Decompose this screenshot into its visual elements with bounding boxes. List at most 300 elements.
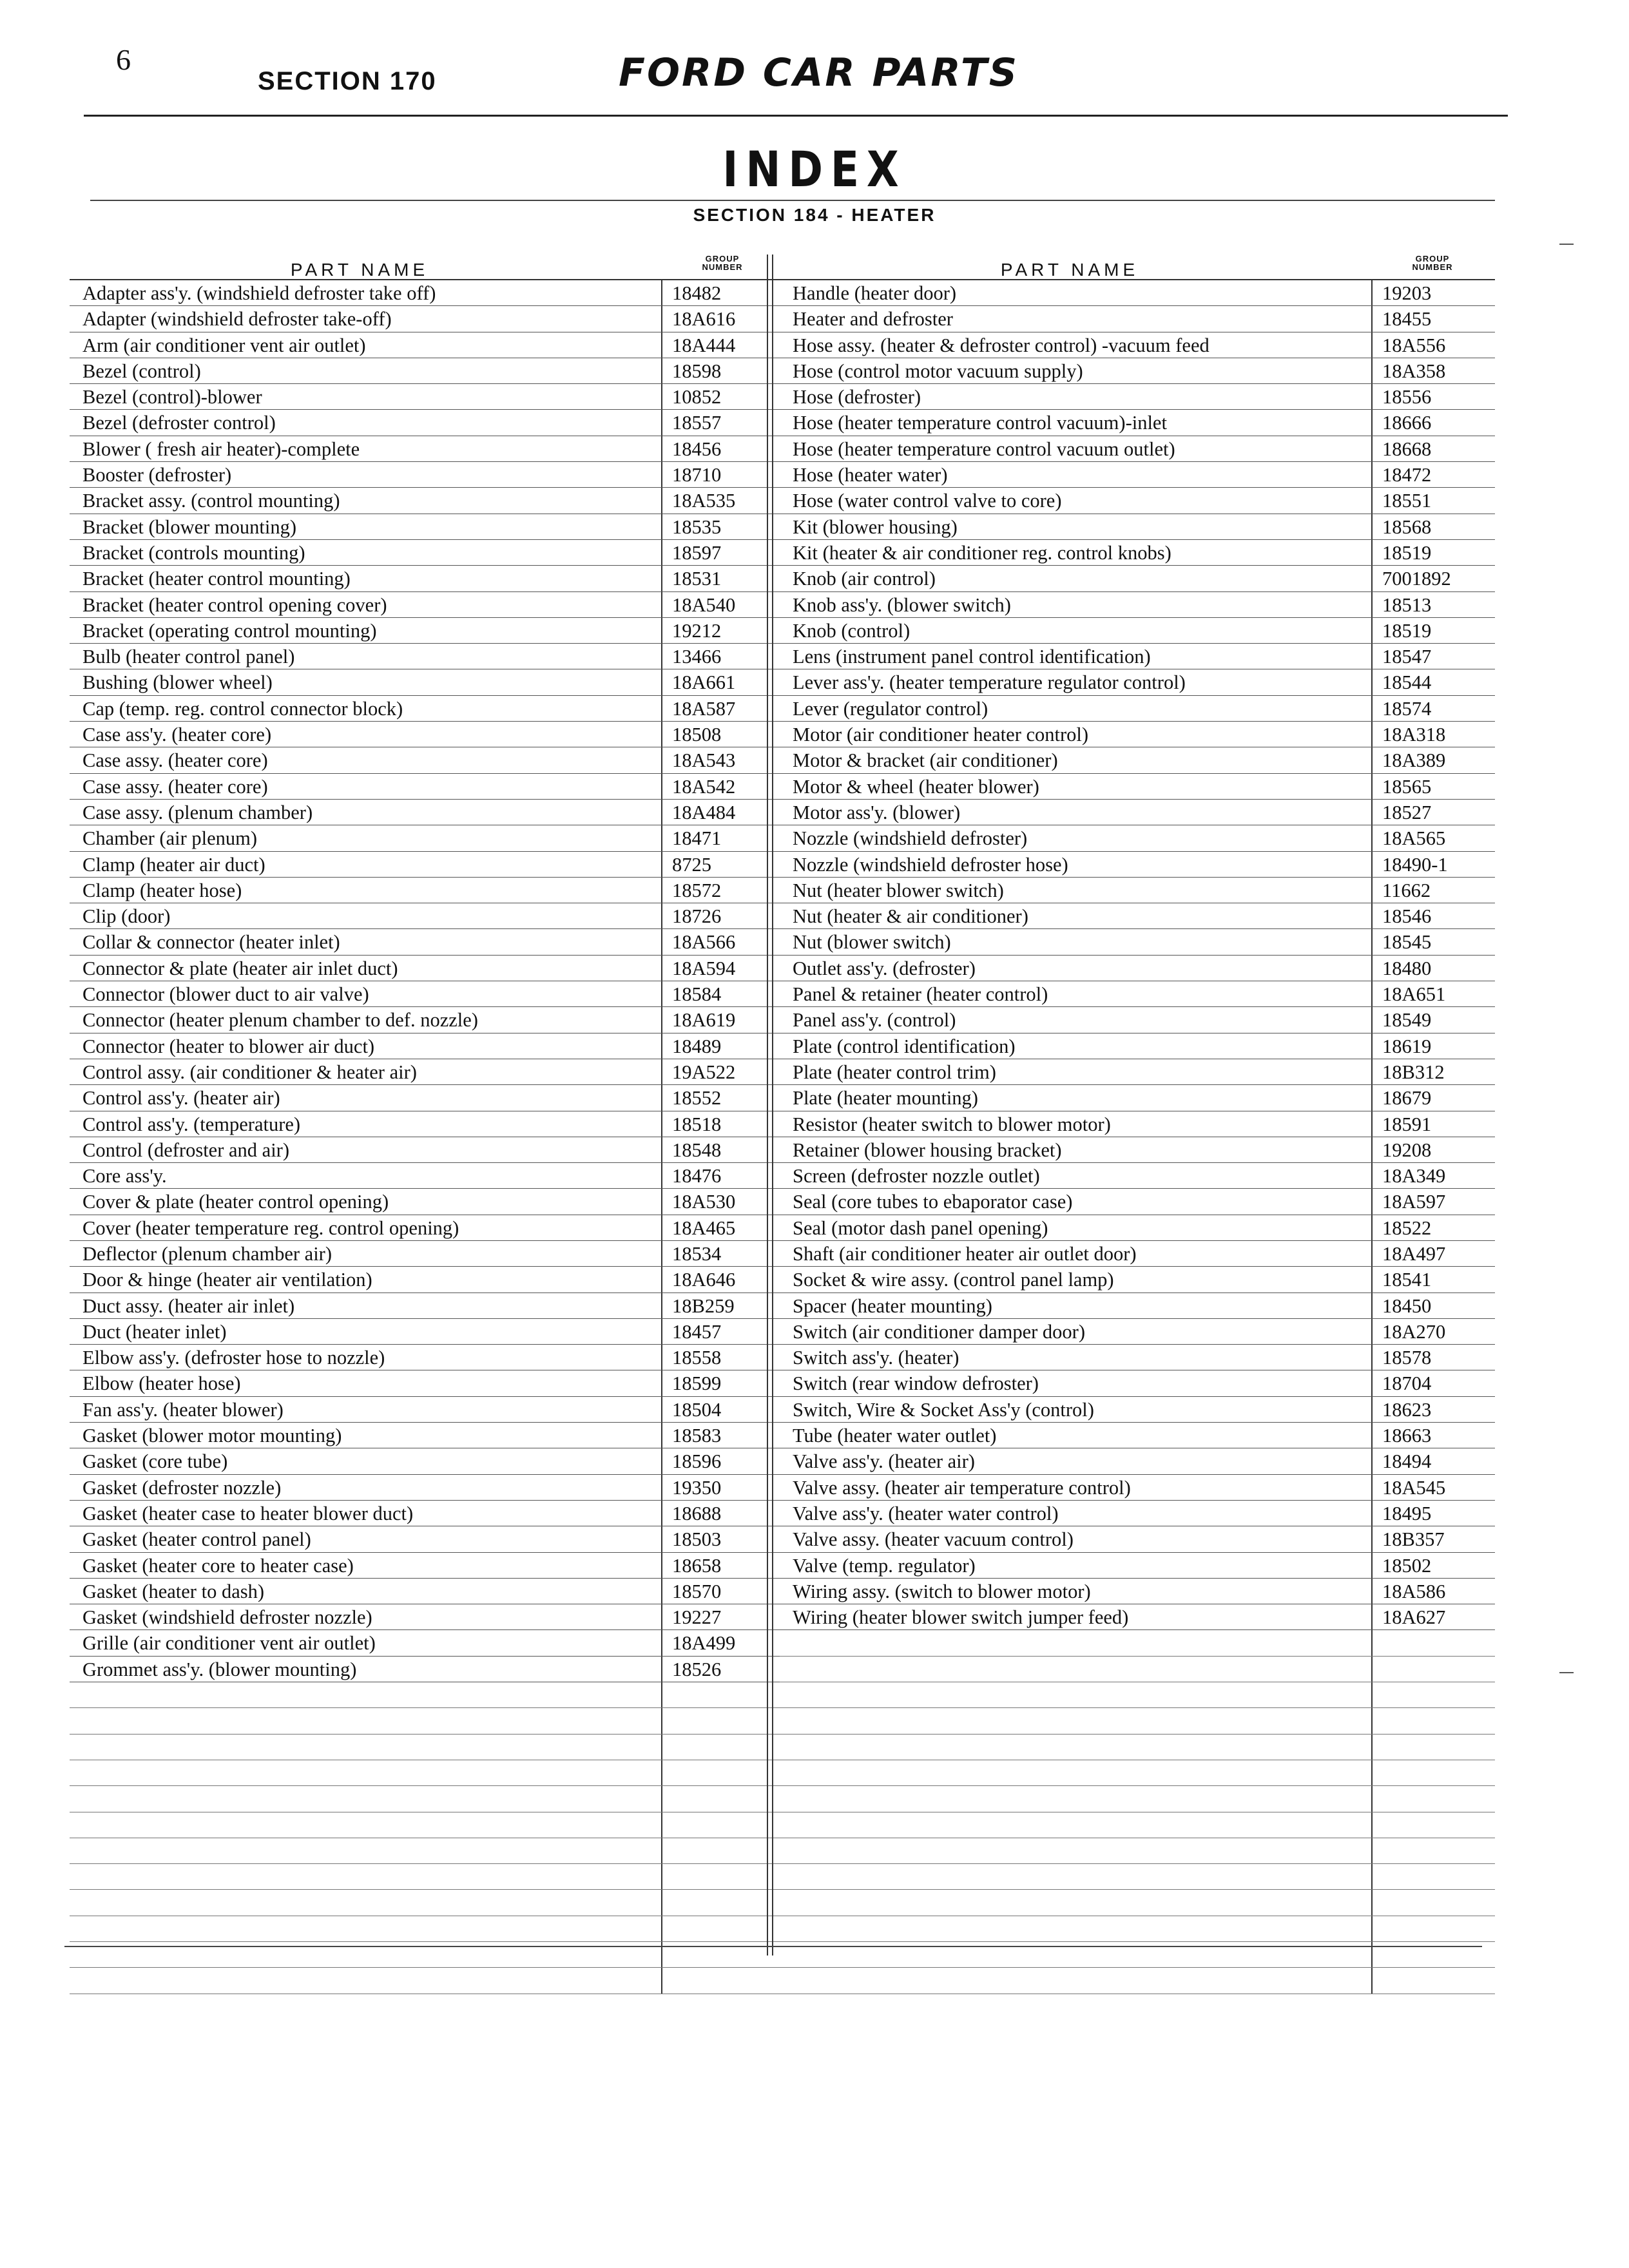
- section-label: SECTION 170: [258, 67, 437, 95]
- index-row: [70, 410, 785, 436]
- index-row: [70, 1604, 785, 1630]
- index-row: [70, 1630, 785, 1656]
- part-name: Bracket (heater control mounting): [82, 568, 351, 590]
- group-number: 18B357: [1382, 1528, 1445, 1551]
- group-number: 18668: [1382, 437, 1432, 460]
- index-row: [70, 669, 785, 695]
- header-rule: [84, 115, 1508, 117]
- group-number: 18527: [1382, 801, 1432, 823]
- index-row: [780, 488, 1495, 514]
- column-header: [780, 255, 1495, 280]
- part-name: Hose (heater temperature control vacuum outlet): [793, 437, 1175, 460]
- group-number: 18456: [672, 437, 722, 460]
- group-number-header: GROUP NUMBER: [1412, 254, 1453, 272]
- index-row: [70, 1370, 785, 1396]
- part-name: Outlet ass'y. (defroster): [793, 957, 976, 979]
- index-row: [780, 1241, 1495, 1267]
- subsection-title: SECTION 184 - HEATER: [693, 205, 936, 225]
- group-number: 18480: [1382, 957, 1432, 979]
- part-name: Nozzle (windshield defroster hose): [793, 853, 1068, 876]
- index-row: [780, 1267, 1495, 1293]
- index-row: [780, 1007, 1495, 1033]
- column-header: [70, 255, 785, 280]
- group-number: 18A349: [1382, 1165, 1446, 1187]
- index-row: [70, 436, 785, 462]
- group-number: 18519: [1382, 541, 1432, 564]
- center-divider: [767, 255, 773, 1956]
- part-name: Plate (heater control trim): [793, 1061, 996, 1083]
- group-number: 7001892: [1382, 568, 1451, 590]
- part-name: Handle (heater door): [793, 282, 957, 304]
- index-row: [780, 462, 1495, 488]
- group-number: 18A566: [672, 931, 736, 954]
- index-row: [70, 1189, 785, 1215]
- group-number: 18504: [672, 1398, 722, 1421]
- index-row: [70, 462, 785, 488]
- group-number: 18450: [1382, 1294, 1432, 1317]
- group-number: 18B312: [1382, 1061, 1445, 1083]
- index-row: [780, 332, 1495, 358]
- blank-row: [780, 1735, 1495, 1760]
- part-name: Valve assy. (heater vacuum control): [793, 1528, 1074, 1551]
- part-name: Bushing (blower wheel): [82, 671, 273, 694]
- group-number: 18A586: [1382, 1580, 1446, 1602]
- part-name: Fan ass'y. (heater blower): [82, 1398, 284, 1421]
- part-name: Wiring (heater blower switch jumper feed): [793, 1606, 1129, 1629]
- index-row: [70, 1397, 785, 1423]
- part-name: Motor ass'y. (blower): [793, 801, 961, 823]
- index-row: [780, 514, 1495, 540]
- index-row: [70, 956, 785, 981]
- index-row: [780, 1189, 1495, 1215]
- part-name: Bracket (blower mounting): [82, 515, 297, 538]
- group-number: 18A619: [672, 1009, 736, 1032]
- index-row: [780, 1526, 1495, 1552]
- part-name: Bulb (heater control panel): [82, 646, 295, 668]
- index-row: [70, 800, 785, 825]
- part-name: Bracket (heater control opening cover): [82, 593, 387, 616]
- part-name: Knob (air control): [793, 568, 936, 590]
- blank-row: [70, 1786, 785, 1812]
- group-number: 18597: [672, 541, 722, 564]
- index-row: [780, 1345, 1495, 1370]
- part-name: Cover (heater temperature reg. control opening): [82, 1216, 459, 1239]
- part-name: Socket & wire assy. (control panel lamp): [793, 1269, 1114, 1291]
- index-row: [70, 903, 785, 929]
- part-name: Valve assy. (heater air temperature control): [793, 1476, 1131, 1499]
- group-number: 18503: [672, 1528, 722, 1551]
- page-header: [0, 0, 1629, 129]
- group-number: 18A587: [672, 697, 736, 720]
- left-rows: [70, 280, 785, 1994]
- part-name: Kit (blower housing): [793, 515, 958, 538]
- blank-row: [780, 1916, 1495, 1942]
- index-row: [70, 1293, 785, 1319]
- group-number: 18A465: [672, 1216, 736, 1239]
- group-number: 19203: [1382, 282, 1432, 304]
- part-name: Bezel (control)-blower: [82, 386, 262, 408]
- group-number: 18568: [1382, 515, 1432, 538]
- part-name: Control assy. (air conditioner & heater air): [82, 1061, 417, 1083]
- part-name: Lens (instrument panel control identification): [793, 646, 1151, 668]
- index-row: [780, 878, 1495, 903]
- blank-row: [70, 1968, 785, 1994]
- part-name: Gasket (heater control panel): [82, 1528, 311, 1551]
- part-name: Gasket (core tube): [82, 1450, 228, 1473]
- index-row: [70, 280, 785, 306]
- index-row: [70, 488, 785, 514]
- part-name: Case assy. (plenum chamber): [82, 801, 313, 823]
- index-row: [70, 1579, 785, 1604]
- index-row: [70, 1553, 785, 1579]
- group-number: 8725: [672, 853, 711, 876]
- part-name: Tube (heater water outlet): [793, 1425, 997, 1447]
- group-number: 18557: [672, 412, 722, 434]
- group-number: 18663: [1382, 1425, 1432, 1447]
- group-number: 18A627: [1382, 1606, 1446, 1629]
- group-number: 18522: [1382, 1216, 1432, 1239]
- part-name: Bracket assy. (control mounting): [82, 490, 340, 512]
- blank-row: [70, 1864, 785, 1890]
- page-number: 6: [116, 43, 131, 76]
- index-row: [70, 1137, 785, 1163]
- index-row: [70, 384, 785, 410]
- index-row: [780, 825, 1495, 851]
- part-name: Duct (heater inlet): [82, 1320, 227, 1343]
- index-row: [70, 306, 785, 332]
- index-row: [70, 1319, 785, 1345]
- part-name: Control ass'y. (temperature): [82, 1113, 301, 1135]
- group-number: 18A358: [1382, 360, 1446, 382]
- group-number: 18A543: [672, 749, 736, 772]
- part-name: Nut (heater blower switch): [793, 879, 1004, 901]
- part-name: Bezel (defroster control): [82, 412, 276, 434]
- index-row: [780, 1137, 1495, 1163]
- group-number: 18599: [672, 1372, 722, 1395]
- index-row: [70, 1501, 785, 1526]
- part-name: Connector (heater plenum chamber to def. nozzle): [82, 1009, 478, 1032]
- part-name: Duct assy. (heater air inlet): [82, 1294, 295, 1317]
- part-name: Case assy. (heater core): [82, 749, 268, 772]
- index-title: INDEX: [722, 140, 907, 198]
- group-number: 18508: [672, 724, 722, 746]
- part-name: Hose assy. (heater & defroster control) -vacuum feed: [793, 334, 1210, 356]
- index-row: [70, 1423, 785, 1448]
- group-number: 18518: [672, 1113, 722, 1135]
- index-row: [780, 1604, 1495, 1630]
- index-row: [70, 644, 785, 669]
- group-number: 18A499: [672, 1632, 736, 1655]
- index-row: [780, 1059, 1495, 1085]
- index-row: [70, 1657, 785, 1682]
- group-number: 18519: [1382, 619, 1432, 642]
- index-row: [70, 618, 785, 644]
- part-name: Connector (blower duct to air valve): [82, 983, 369, 1006]
- group-number: 18A270: [1382, 1320, 1446, 1343]
- index-row: [780, 410, 1495, 436]
- part-name: Lever (regulator control): [793, 697, 988, 720]
- group-number: 18534: [672, 1242, 722, 1265]
- part-name: Wiring assy. (switch to blower motor): [793, 1580, 1091, 1602]
- group-number: 19208: [1382, 1139, 1432, 1161]
- part-name: Switch (air conditioner damper door): [793, 1320, 1085, 1343]
- index-row: [70, 1059, 785, 1085]
- part-name: Gasket (heater case to heater blower duct): [82, 1502, 414, 1524]
- index-row: [780, 280, 1495, 306]
- index-row: [70, 540, 785, 566]
- part-name: Chamber (air plenum): [82, 827, 258, 850]
- group-number: 18583: [672, 1425, 722, 1447]
- index-row: [70, 981, 785, 1007]
- part-name: Motor (air conditioner heater control): [793, 724, 1089, 746]
- part-name: Elbow (heater hose): [82, 1372, 241, 1395]
- part-name: Switch (rear window defroster): [793, 1372, 1039, 1395]
- part-name: Clip (door): [82, 905, 171, 928]
- group-number: 18623: [1382, 1398, 1432, 1421]
- part-name: Panel & retainer (heater control): [793, 983, 1048, 1006]
- group-number: 18570: [672, 1580, 722, 1602]
- part-name: Nozzle (windshield defroster): [793, 827, 1028, 850]
- index-row: [780, 696, 1495, 722]
- brand-title: FORD CAR PARTS: [619, 50, 1019, 95]
- index-row: [70, 747, 785, 773]
- part-name: Motor & bracket (air conditioner): [793, 749, 1058, 772]
- blank-row: [780, 1682, 1495, 1708]
- part-name: Booster (defroster): [82, 464, 232, 486]
- part-name: Knob ass'y. (blower switch): [793, 593, 1011, 616]
- index-row: [70, 1033, 785, 1059]
- index-row: [780, 903, 1495, 929]
- part-name: Clamp (heater hose): [82, 879, 242, 901]
- group-number: 19350: [672, 1476, 722, 1499]
- group-number: 18A540: [672, 593, 736, 616]
- index-row: [70, 878, 785, 903]
- group-number: 18A318: [1382, 724, 1446, 746]
- index-row: [780, 566, 1495, 591]
- index-row: [70, 1526, 785, 1552]
- group-number: 18489: [672, 1035, 722, 1057]
- group-number: 18A565: [1382, 827, 1446, 850]
- part-name: Deflector (plenum chamber air): [82, 1242, 332, 1265]
- group-number: 18494: [1382, 1450, 1432, 1473]
- blank-row: [780, 1864, 1495, 1890]
- index-row: [70, 1085, 785, 1111]
- part-name: Hose (control motor vacuum supply): [793, 360, 1083, 382]
- right-index-table: [780, 255, 1495, 1994]
- index-row: [780, 1448, 1495, 1474]
- blank-row: [70, 1916, 785, 1942]
- group-number: 18541: [1382, 1269, 1432, 1291]
- group-number: 18596: [672, 1450, 722, 1473]
- group-number: 18A497: [1382, 1242, 1446, 1265]
- group-number: 18502: [1382, 1554, 1432, 1577]
- index-row: [780, 774, 1495, 800]
- part-name: Case assy. (heater core): [82, 775, 268, 798]
- index-row: [70, 1241, 785, 1267]
- group-number: 18688: [672, 1502, 722, 1524]
- index-row: [780, 1553, 1495, 1579]
- index-row: [70, 1475, 785, 1501]
- part-name: Shaft (air conditioner heater air outlet door): [793, 1242, 1137, 1265]
- group-number: 18A530: [672, 1191, 736, 1213]
- part-name: Bracket (operating control mounting): [82, 619, 377, 642]
- title-rule: [90, 200, 1495, 201]
- group-number: 18A444: [672, 334, 736, 356]
- index-row: [780, 1293, 1495, 1319]
- index-row: [70, 332, 785, 358]
- part-name: Cover & plate (heater control opening): [82, 1191, 389, 1213]
- group-number: 18591: [1382, 1113, 1432, 1135]
- part-name: Panel ass'y. (control): [793, 1009, 956, 1032]
- group-number: 18547: [1382, 646, 1432, 668]
- index-row: [780, 306, 1495, 332]
- part-name: Grommet ass'y. (blower mounting): [82, 1658, 357, 1680]
- part-name: Seal (core tubes to ebaporator case): [793, 1191, 1073, 1213]
- group-number: 18A535: [672, 490, 736, 512]
- group-number: 18A542: [672, 775, 736, 798]
- blank-row: [70, 1735, 785, 1760]
- index-row: [780, 1085, 1495, 1111]
- index-row: [780, 1579, 1495, 1604]
- group-number: 18490-1: [1382, 853, 1448, 876]
- part-name: Nut (heater & air conditioner): [793, 905, 1028, 928]
- index-row: [780, 722, 1495, 747]
- part-name-header: PART NAME: [1000, 260, 1139, 280]
- index-row: [780, 800, 1495, 825]
- index-row: [780, 1501, 1495, 1526]
- group-number: 18455: [1382, 308, 1432, 331]
- part-name: Seal (motor dash panel opening): [793, 1216, 1048, 1239]
- index-row: [70, 1345, 785, 1370]
- part-name: Bracket (controls mounting): [82, 541, 305, 564]
- part-name: Plate (heater mounting): [793, 1087, 978, 1110]
- index-row: [70, 852, 785, 878]
- group-number: 18535: [672, 515, 722, 538]
- group-number: 19A522: [672, 1061, 736, 1083]
- part-name: Collar & connector (heater inlet): [82, 931, 340, 954]
- index-row: [780, 644, 1495, 669]
- group-number: 18598: [672, 360, 722, 382]
- group-number: 10852: [672, 386, 722, 408]
- index-row: [780, 1423, 1495, 1448]
- group-number: 18545: [1382, 931, 1432, 954]
- part-name: Door & hinge (heater air ventilation): [82, 1269, 372, 1291]
- group-number: 18552: [672, 1087, 722, 1110]
- blank-row: [70, 1890, 785, 1916]
- group-number: 18A597: [1382, 1191, 1446, 1213]
- part-name: Elbow ass'y. (defroster hose to nozzle): [82, 1347, 385, 1369]
- index-row: [70, 825, 785, 851]
- index-row: [70, 514, 785, 540]
- index-row: [70, 1215, 785, 1241]
- group-number: 18A556: [1382, 334, 1446, 356]
- group-number: 11662: [1382, 879, 1431, 901]
- blank-row: [780, 1760, 1495, 1786]
- group-number: 18B259: [672, 1294, 735, 1317]
- index-row: [70, 774, 785, 800]
- group-number: 18679: [1382, 1087, 1432, 1110]
- part-name: Connector (heater to blower air duct): [82, 1035, 375, 1057]
- blank-row: [70, 1760, 785, 1786]
- part-name: Core ass'y.: [82, 1165, 167, 1187]
- margin-tick: [1559, 244, 1574, 245]
- index-row: [780, 1319, 1495, 1345]
- group-number: 19212: [672, 619, 722, 642]
- blank-row: [780, 1812, 1495, 1838]
- blank-row: [780, 1786, 1495, 1812]
- index-row: [70, 1163, 785, 1189]
- blank-row: [70, 1682, 785, 1708]
- group-number: 18513: [1382, 593, 1432, 616]
- index-row: [780, 1475, 1495, 1501]
- group-number: 18572: [672, 879, 722, 901]
- part-name: Knob (control): [793, 619, 911, 642]
- group-number: 18476: [672, 1165, 722, 1187]
- part-name: Case ass'y. (heater core): [82, 724, 272, 746]
- group-number: 18726: [672, 905, 722, 928]
- margin-tick: [1559, 1672, 1574, 1673]
- part-name: Connector & plate (heater air inlet duct): [82, 957, 398, 979]
- group-number: 18548: [672, 1139, 722, 1161]
- left-index-table: [70, 255, 785, 1994]
- index-row: [780, 358, 1495, 384]
- index-row: [70, 696, 785, 722]
- part-name: Control (defroster and air): [82, 1139, 289, 1161]
- part-name: Gasket (defroster nozzle): [82, 1476, 282, 1499]
- part-name: Kit (heater & air conditioner reg. control knobs): [793, 541, 1171, 564]
- group-number: 18A651: [1382, 983, 1446, 1006]
- part-name: Gasket (heater core to heater case): [82, 1554, 354, 1577]
- index-row: [780, 618, 1495, 644]
- bottom-rule: [64, 1946, 1482, 1947]
- part-name: Switch, Wire & Socket Ass'y (control): [793, 1398, 1094, 1421]
- group-number: 18A484: [672, 801, 736, 823]
- group-number: 18472: [1382, 464, 1432, 486]
- group-number: 18544: [1382, 671, 1432, 694]
- group-number: 18495: [1382, 1502, 1432, 1524]
- index-row: [780, 540, 1495, 566]
- part-name: Hose (heater temperature control vacuum)-inlet: [793, 412, 1167, 434]
- index-row: [70, 1007, 785, 1033]
- index-row: [780, 592, 1495, 618]
- group-number: 18556: [1382, 386, 1432, 408]
- index-row: [70, 1111, 785, 1137]
- group-number: 18551: [1382, 490, 1432, 512]
- part-name: Valve (temp. regulator): [793, 1554, 976, 1577]
- blank-row: [70, 1708, 785, 1734]
- part-name: Blower ( fresh air heater)-complete: [82, 437, 360, 460]
- blank-row: [70, 1812, 785, 1838]
- index-row: [780, 384, 1495, 410]
- part-name: Arm (air conditioner vent air outlet): [82, 334, 366, 356]
- part-name: Hose (defroster): [793, 386, 921, 408]
- group-number: 18584: [672, 983, 722, 1006]
- part-name: Hose (heater water): [793, 464, 948, 486]
- index-row: [780, 1370, 1495, 1396]
- blank-row: [780, 1838, 1495, 1864]
- blank-row: [780, 1708, 1495, 1734]
- part-name: Lever ass'y. (heater temperature regulator control): [793, 671, 1186, 694]
- group-number: 18546: [1382, 905, 1432, 928]
- part-name: Heater and defroster: [793, 308, 953, 331]
- blank-row: [780, 1657, 1495, 1682]
- index-row: [70, 358, 785, 384]
- group-number: 18578: [1382, 1347, 1432, 1369]
- part-name: Gasket (blower motor mounting): [82, 1425, 342, 1447]
- index-row: [780, 1397, 1495, 1423]
- part-name: Clamp (heater air duct): [82, 853, 265, 876]
- part-name: Motor & wheel (heater blower): [793, 775, 1039, 798]
